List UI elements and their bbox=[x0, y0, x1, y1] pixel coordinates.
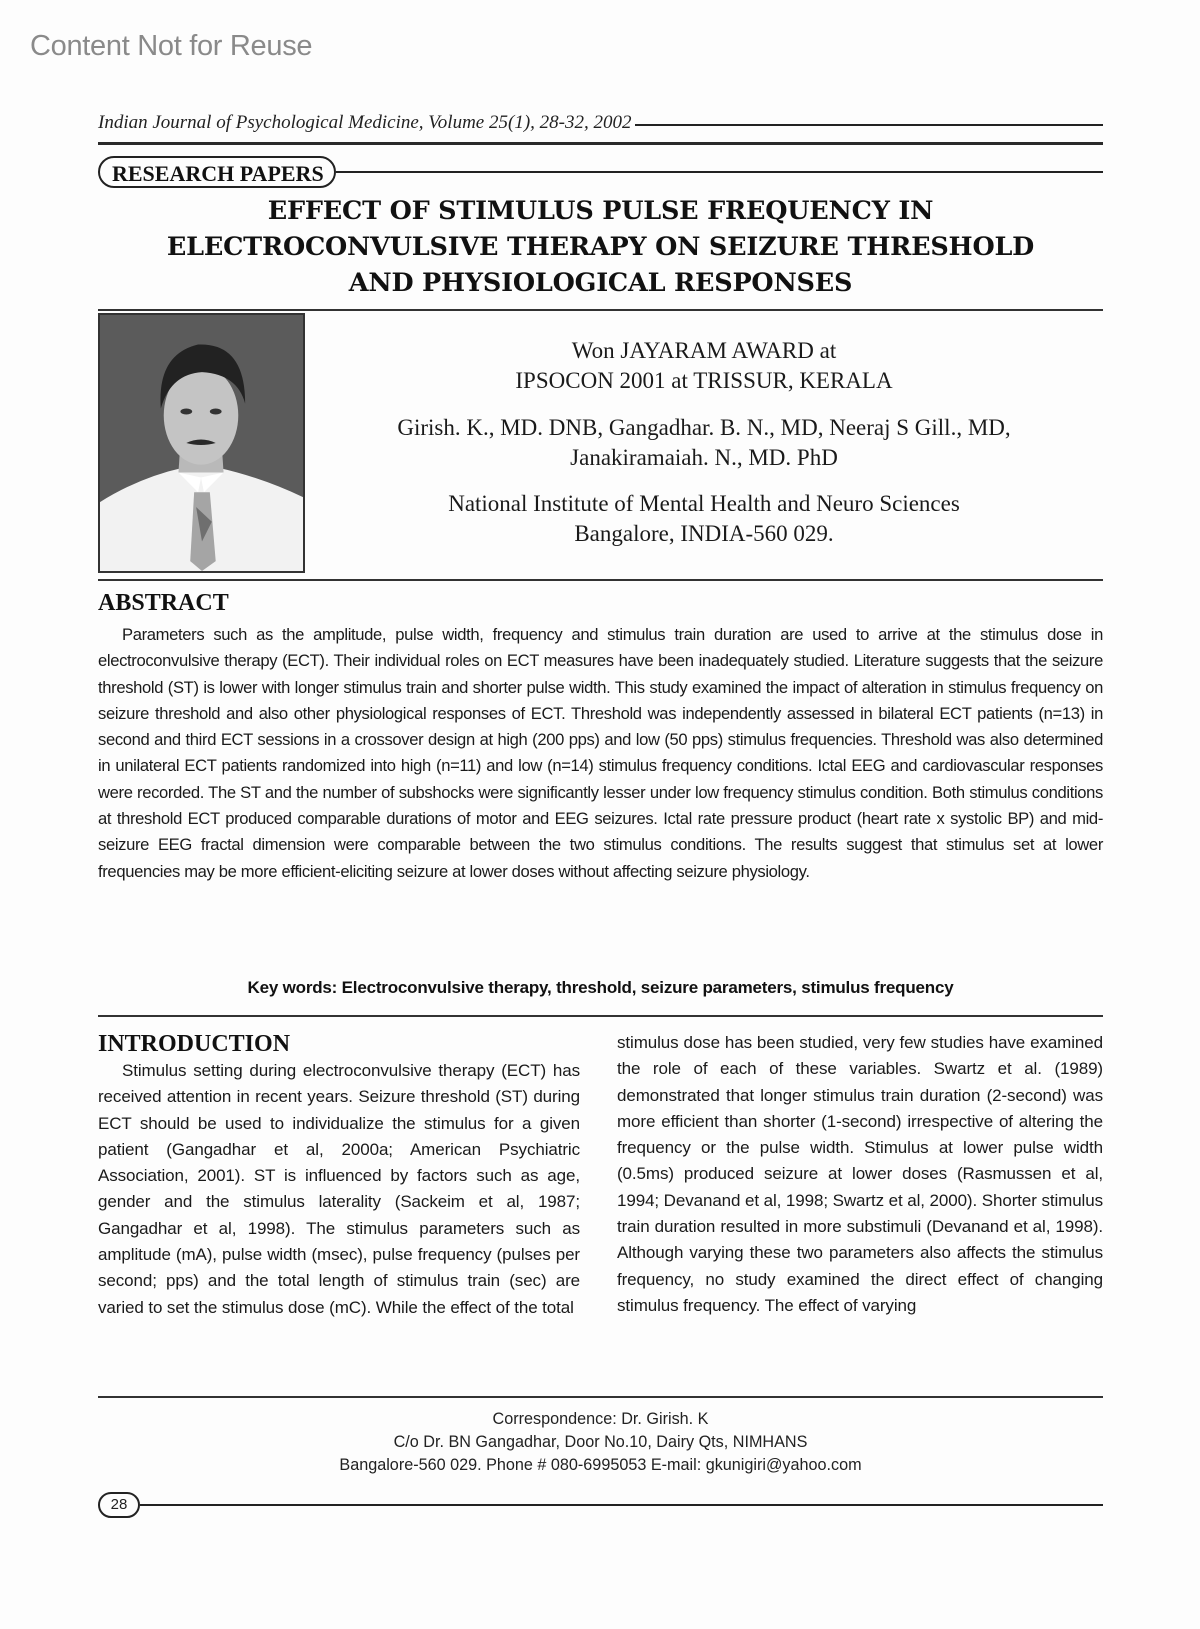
author-list bbox=[305, 413, 1103, 473]
affiliation bbox=[305, 489, 1103, 549]
title-line: EFFECT OF STIMULUS PULSE FREQUENCY IN bbox=[267, 196, 934, 226]
keywords: Key words: Electroconvulsive therapy, threshold, seizure parameters, stimulus frequency bbox=[247, 978, 954, 997]
author-line: Girish. K., MD. DNB, Gangadhar. B. N., MD, Neeraj S Gill., MD, bbox=[397, 415, 1011, 440]
portrait-icon bbox=[100, 315, 303, 571]
title-line: AND PHYSIOLOGICAL RESPONSES bbox=[348, 268, 853, 298]
running-head-rule bbox=[635, 124, 1103, 126]
affiliation-line: Bangalore, INDIA-560 029. bbox=[574, 521, 834, 546]
correspondence-line: Correspondence: Dr. Girish. K bbox=[492, 1410, 709, 1428]
intro-left-column: Stimulus setting during electroconvulsive therapy (ECT) has received attention in recent years. Seizure threshold (ST) during ECT should be used to individualize the stimulus for a given patient (Gangadhar et al, 2000a; American Psychiatric Association, 2001). ST is influenced by factors such as age, gender and the stimulus laterality (Sackeim et al, 1987; Gangadhar et al, 1998). The stimulus parameters such as amplitude (mA), pulse width (msec), pulse frequency (pulses per second; pps) and the total length of stimulus train (sec) are varied to set the stimulus dose (mC). While the effect of the total bbox=[98, 1061, 580, 1317]
abstract-top-rule bbox=[98, 579, 1103, 581]
footnote-rule bbox=[98, 1396, 1103, 1398]
award-note bbox=[305, 336, 1103, 396]
page-footer bbox=[98, 1490, 1103, 1520]
journal-citation: Indian Journal of Psychological Medicine, Volume 25(1), 28-32, 2002 bbox=[98, 112, 632, 133]
footer-rule bbox=[140, 1504, 1103, 1506]
watermark: Content Not for Reuse bbox=[30, 30, 313, 62]
award-line: Won JAYARAM AWARD at bbox=[571, 338, 837, 363]
introduction-heading: INTRODUCTION bbox=[98, 1031, 291, 1057]
section-tag-rule bbox=[336, 171, 1103, 173]
correspondence-block bbox=[98, 1408, 1103, 1477]
article-title bbox=[98, 193, 1103, 301]
intro-right-column: stimulus dose has been studied, very few studies have examined the role of each of these variables. Swartz et al. (1989) demonstrated that longer stimulus train duration (2-second) was more efficient than shorter (1-second) irrespective of altering the frequency or the pulse width. Stimulus at lower pulse width (0.5ms) produced seizure at lower doses (Rasmussen et al, 1994; Devanand et al, 1998; Swartz et al, 2000). Shorter stimulus train duration resulted in more substimuli (Devanand et al, 1998). Although varying these two parameters also affects the stimulus frequency, no study examined the direct effect of changing stimulus frequency. The effect of varying bbox=[617, 1033, 1103, 1315]
correspondence-line: Bangalore-560 029. Phone # 080-6995053 E-mail: gkunigiri@yahoo.com bbox=[339, 1456, 862, 1474]
abstract-text: Parameters such as the amplitude, pulse width, frequency and stimulus train duration are used to arrive at the stimulus dose in electroconvulsive therapy (ECT). Their individual roles on ECT measures have been inadequately studied. Literature suggests that the seizure threshold (ST) is lower with longer stimulus train and shorter pulse width. This study examined the impact of alteration in stimulus frequency on seizure threshold and also other physiological responses of ECT. Threshold was independently assessed in bilateral ECT patients (n=13) in second and third ECT sessions in a crossover design at high (200 pps) and low (50 pps) stimulus frequencies. Threshold was also determined in unilateral ECT patients randomized into high (n=11) and low (n=14) stimulus frequency conditions. Ictal EEG and cardiovascular responses were recorded. The ST and the number of subshocks were significantly lesser under low frequency stimulus condition. Both stimulus conditions at threshold ECT produced comparable durations of motor and EEG seizures. Ictal rate pressure product (heart rate x systolic BP) and mid-seizure EEG fractal dimension were comparable between the two stimulus conditions. The results suggest that stimulus set at lower frequencies may be more efficient-eliciting seizure at lower doses without affecting seizure physiology. bbox=[98, 625, 1103, 881]
page-number: 28 bbox=[98, 1492, 140, 1518]
title-rule bbox=[98, 309, 1103, 311]
running-head bbox=[98, 108, 1103, 138]
section-tag-row bbox=[98, 155, 1103, 189]
abstract-heading: ABSTRACT bbox=[98, 590, 229, 616]
affiliation-line: National Institute of Mental Health and Neuro Sciences bbox=[448, 491, 960, 516]
author-line: Janakiramaiah. N., MD. PhD bbox=[570, 445, 838, 470]
section-tag: RESEARCH PAPERS bbox=[98, 156, 336, 188]
author-photo bbox=[98, 313, 305, 573]
header-rule bbox=[98, 142, 1103, 145]
abstract-bottom-rule bbox=[98, 1015, 1103, 1017]
title-line: ELECTROCONVULSIVE THERAPY ON SEIZURE THRESHOLD bbox=[166, 232, 1035, 262]
award-line: IPSOCON 2001 at TRISSUR, KERALA bbox=[515, 368, 893, 393]
correspondence-line: C/o Dr. BN Gangadhar, Door No.10, Dairy Qts, NIMHANS bbox=[393, 1433, 808, 1451]
